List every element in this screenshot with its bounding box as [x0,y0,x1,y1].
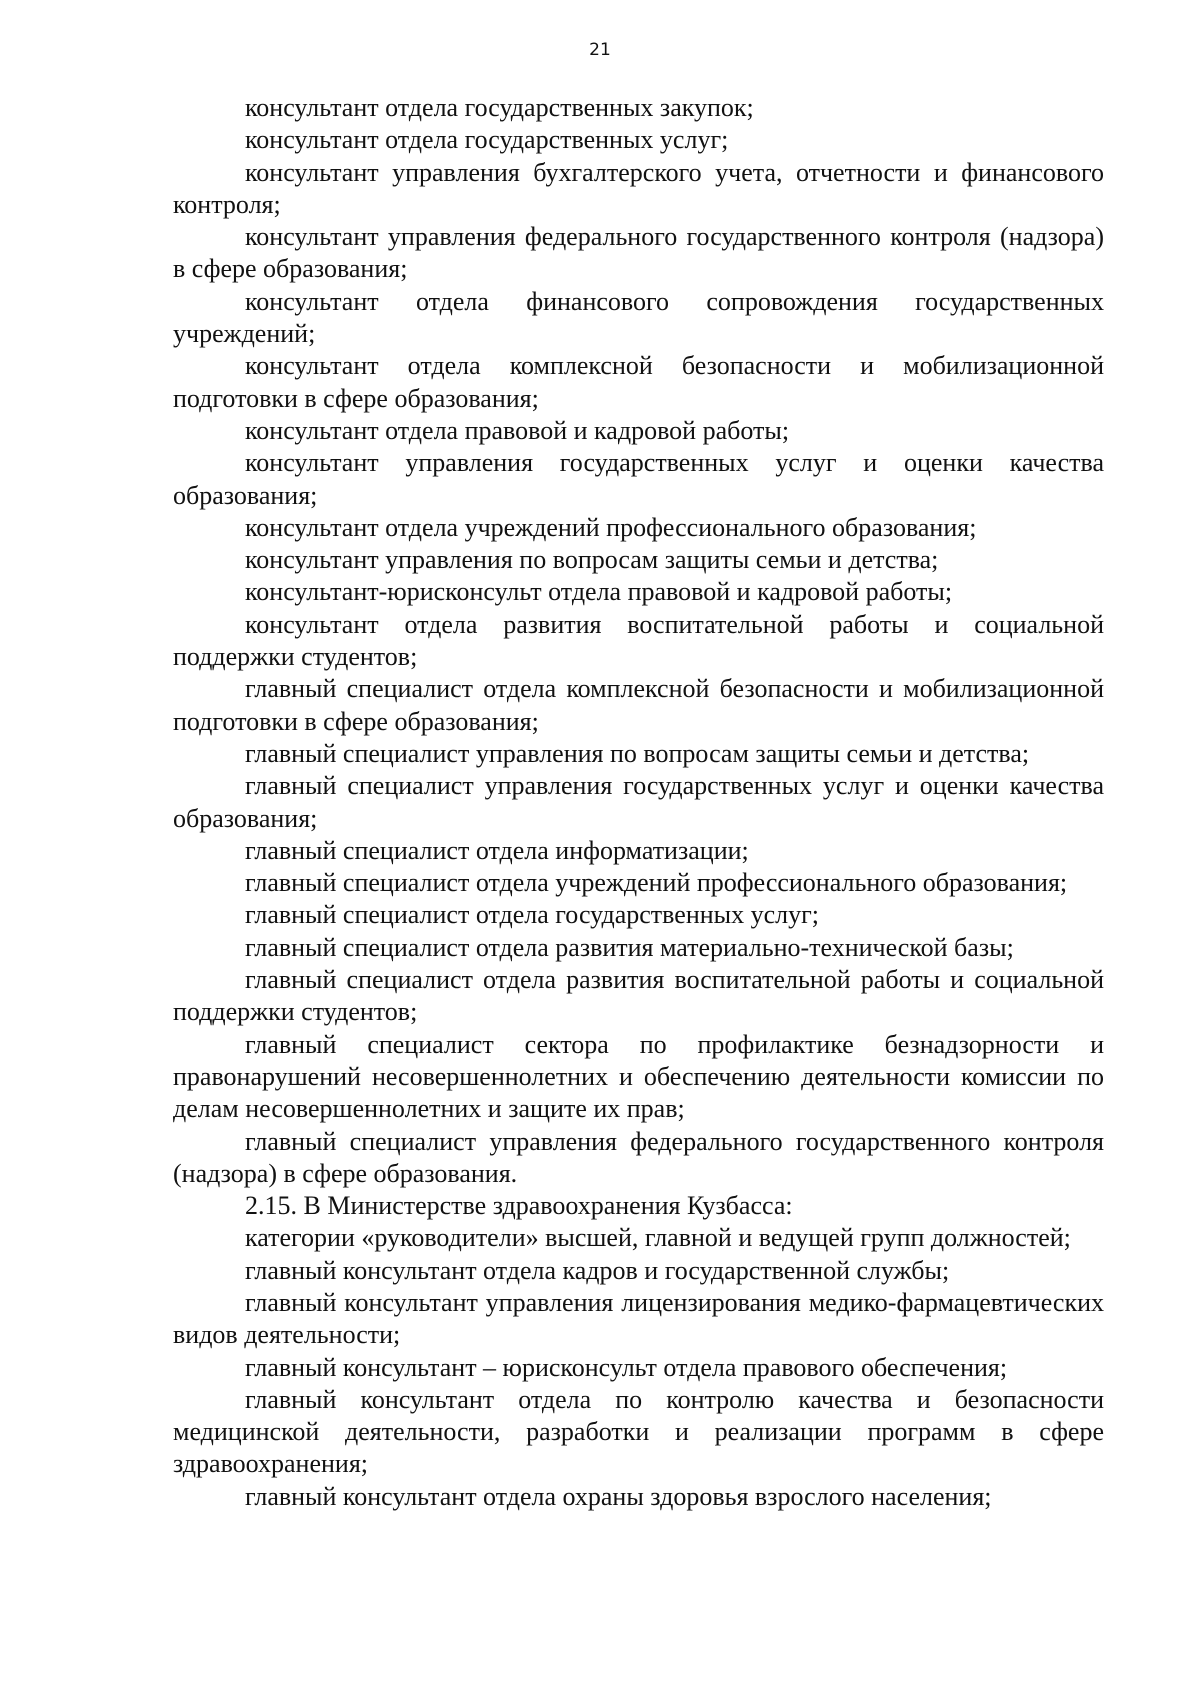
list-item: главный специалист сектора по профилактике безнадзорности и правонарушений несовершеннолетних и обеспечению деятельности комиссии по делам несовершеннолетних и защите их прав; [173,1029,1104,1124]
list-item: консультант управления по вопросам защиты семьи и детства; [245,545,939,575]
list-item: главный специалист управления федерального государственного контроля (надзора) в сфере образования. [173,1126,1104,1188]
list-item: главный специалист управления по вопросам защиты семьи и детства; [245,738,1030,768]
list-item: консультант отдела комплексной безопасности и мобилизационной подготовки в сфере образования; [173,351,1104,413]
list-item: консультант отдела государственных услуг; [245,125,729,155]
list-item: главный специалист отдела развития материально-технической базы; [245,932,1014,962]
list-item: главный консультант управления лицензирования медико-фармацевтических видов деятельности; [173,1287,1104,1350]
list-item: главный специалист отдела информатизации; [245,835,749,865]
list-item: главный специалист управления государственных услуг и оценки качества образования; [173,771,1104,833]
list-item: главный консультант отдела по контролю качества и безопасности медицинской деятельности, разработки и реализации программ в сфере здравоохранения; [173,1384,1104,1479]
list-item: главный консультант отдела охраны здоровья взрослого населения; [245,1481,992,1511]
list-item: главный консультант отдела кадров и государственной службы; [245,1255,950,1285]
list-item: консультант отдела государственных закупок; [245,93,754,122]
list-item: консультант управления федерального государственного контроля (надзора) в сфере образования; [173,222,1104,284]
list-item: главный специалист отдела учреждений профессионального образования; [245,868,1068,898]
section-heading: 2.15. В Министерстве здравоохранения Кузбасса: [245,1191,793,1221]
page-number: 21 [589,40,611,60]
list-item: главный специалист отдела развития воспитательной работы и социальной поддержки студентов; [173,965,1104,1027]
list-item: консультант управления бухгалтерского учета, отчетности и финансового контроля; [173,157,1104,219]
list-item: консультант-юрисконсульт отдела правовой и кадровой работы; [245,577,953,607]
list-item: главный консультант – юрисконсульт отдела правового обеспечения; [245,1352,1008,1382]
list-item: консультант отдела финансового сопровождения государственных учреждений; [173,286,1104,349]
list-item: категории «руководители» высшей, главной и ведущей групп должностей; [245,1223,1071,1253]
list-item: консультант отдела правовой и кадровой работы; [245,415,790,445]
list-item: главный специалист отдела государственных услуг; [245,900,820,930]
list-item: консультант отдела развития воспитательной работы и социальной поддержки студентов; [173,609,1104,672]
list-item: консультант управления государственных услуг и оценки качества образования; [173,448,1104,510]
list-item: главный специалист отдела комплексной безопасности и мобилизационной подготовки в сфере образования; [173,674,1104,736]
document-body [173,92,1104,1513]
list-item: консультант отдела учреждений профессионального образования; [245,512,977,542]
